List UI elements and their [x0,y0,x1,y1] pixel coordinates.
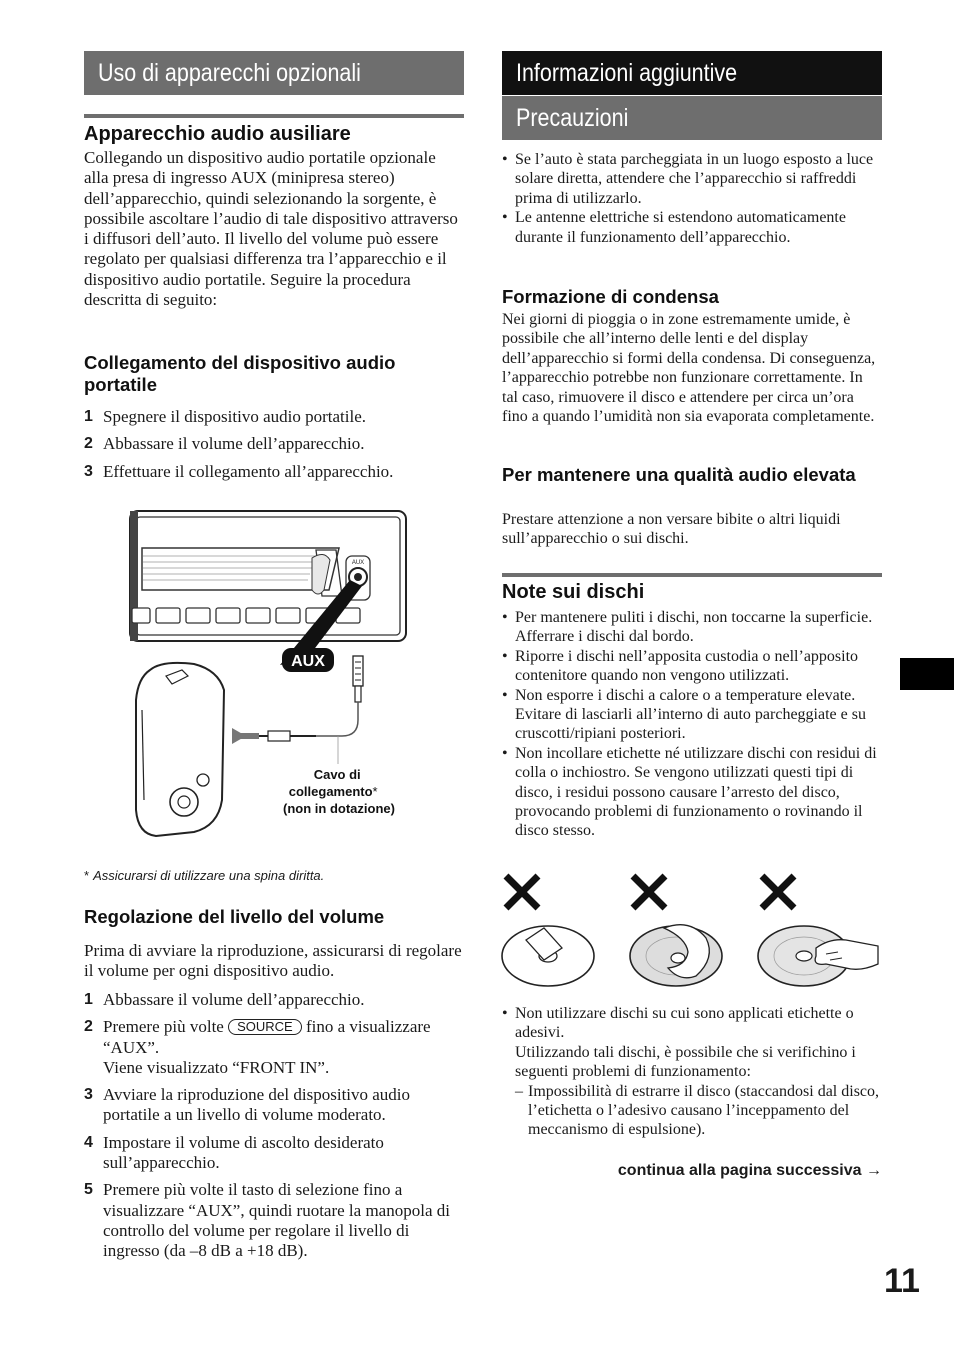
dischi-heading: Note sui dischi [502,581,645,603]
labels-dash-text: Impossibilità di estrarre il disco (staccandosi dal disco, l’etichetta o l’adesivo causano l’inceppamento del meccanismo di espulsione). [528,1082,880,1139]
footnote-text: Assicurarsi di utilizzare una spina diritta. [93,868,325,883]
step-text-extra: Viene visualizzato “FRONT IN”. [103,1057,330,1077]
step-text: Impostare il volume di ascolto desiderato sull’apparecchio. [103,1132,384,1173]
labels-warning [502,1004,882,1140]
subsection-banner-title: Precauzioni [516,104,629,132]
condensa-heading: Formazione di condensa [502,286,719,307]
connect-step [84,434,464,454]
page-number: 11 [884,1262,920,1300]
precautions-list [502,150,882,247]
aux-jack-label: AUX [351,560,365,566]
aux-heading: Apparecchio audio ausiliare [84,123,351,145]
disc-warning-illustrations [500,868,882,993]
connect-heading: Collegamento del dispositivo audio portatile [84,352,396,395]
volume-step [84,1017,464,1078]
step-number: 4 [84,1133,93,1151]
disc-with-sticker-icon [502,926,594,986]
list-item: • Per mantenere puliti i dischi, non toccarne la superficie. Afferrare i dischi dal bordo. [502,608,882,647]
continue-text: continua alla pagina successiva [617,1162,862,1179]
list-item: • Se l’auto è stata parcheggiata in un luogo esposto a luce solare diretta, attendere che l’apparecchio si raffreddi prima di utilizzarlo. [502,150,882,208]
cable-label-line3: (non in dotazione) [283,801,395,816]
labels-follow-text: Utilizzando tali dischi, è possibile che si verifichino i seguenti problemi di funzionamento: [515,1043,856,1081]
cable-plug [232,656,363,764]
step-text: Abbassare il volume dell’apparecchio. [103,990,365,1009]
volume-step [84,1085,464,1126]
step-text-post: fino a visualizzare “AUX”. [103,1017,431,1057]
step-number: 2 [84,1018,93,1036]
connect-step [84,407,464,427]
section-thumb-tab [900,658,954,690]
step-number: 1 [84,408,93,425]
subsection-banner-precautions [502,96,882,140]
volume-step [84,990,464,1010]
section-banner-optional-devices [84,51,464,95]
section-banner-additional-info [502,51,882,95]
dash-mark: – [515,1082,523,1100]
aux-connection-diagram [84,500,464,845]
connect-step [84,462,464,482]
volume-heading: Regolazione del livello del volume [84,906,385,927]
cable-label-line1: Cavo di [313,767,361,782]
qualita-heading: Per mantenere una qualità audio elevata [502,464,856,485]
aux-tag-label: AUX [291,653,325,670]
section-banner-title: Informazioni aggiuntive [516,59,738,87]
prohibited-x-icon [762,876,794,908]
step-number: 3 [84,462,93,480]
heading-rule [84,114,464,118]
step-text: Effettuare il collegamento all’apparecchio. [103,461,394,481]
list-item: • Riporre i dischi nell’apposita custodia o nell’apposito contenitore quando non vengono utilizzati. [502,647,882,686]
step-number: 3 [84,1086,93,1104]
condensa-text: Nei giorni di pioggia o in zone estremamente umide, è possibile che all’interno delle lenti e del display dell’apparecchio si formi della condensa. Di conseguenza, l’apparecchio potrebbe non funzionare correttamente. In tal caso, rimuovere il disco e attendere per circa un’ora fino a quando l’umidità non sia evaporata completamente. [502,311,876,426]
step-number: 1 [84,991,93,1008]
prohibited-x-icon [506,876,538,908]
svg-text:Cavo di collegamento* [283,767,395,816]
list-item: • Non incollare etichette né utilizzare dischi con residui di colla o inchiostro. Se vengono utilizzati questi tipi di disco, i residui possono causare l’arresto del disco, provocando problemi di funzionamento o rovinando il disco stesso. [502,744,882,841]
cable-label-asterisk: * [372,784,378,799]
continue-note [502,1162,882,1180]
footnote-mark: * [84,868,90,883]
step-text: Abbassare il volume dell’apparecchio. [103,434,365,454]
footnote [84,868,464,884]
step-text: Avviare la riproduzione del dispositivo audio portatile a un livello di volume moderato. [103,1085,411,1125]
head-unit-illustration [130,511,406,641]
connect-steps [84,407,464,482]
disc-with-residue-icon [630,925,722,986]
source-key: SOURCE [228,1019,302,1035]
volume-step [84,1180,464,1261]
step-number: 5 [84,1181,93,1199]
section-banner-title: Uso di apparecchi opzionali [98,59,361,87]
arrow-right-icon: → [866,1162,882,1179]
disc-touched-icon [758,926,878,986]
labels-dash-item [515,1082,882,1140]
cable-label-line2: collegamento [288,784,373,799]
list-item [502,1004,882,1140]
step-text: Spegnere il dispositivo audio portatile. [103,407,366,426]
labels-bullet-text: Non utilizzare dischi su cui sono applicati etichette o adesivi. [515,1005,854,1042]
aux-intro-text: Collegando un dispositivo audio portatile opzionale alla presa di ingresso AUX (minipresa stereo) dell’apparecchio, quindi selezionando la sorgente, è possibile ascoltare l’audio di tale dispositivo attraverso i diffusori dell’auto. Il livello del volume può essere regolato per qualsiasi differenza tra l’apparecchio e il dispositivo audio portatile. Seguire la procedura descritta di seguito: [84,148,458,310]
portable-device-illustration [136,663,224,836]
list-item: • Le antenne elettriche si estendono automaticamente durante il funzionamento dell’apparecchio. [502,208,882,247]
step-text-pre: Premere più volte [103,1017,224,1037]
list-item: • Non esporre i dischi a calore o a temperature elevate. Evitare di lasciarli all’interno di auto parcheggiate e su cruscotti/ripiani posteriori. [502,686,882,744]
volume-intro-text: Prima di avviare la riproduzione, assicurarsi di regolare il volume per ogni dispositivo audio. [84,941,462,981]
volume-step [84,1133,464,1174]
step-number: 2 [84,435,93,453]
step-text: Premere più volte il tasto di selezione fino a visualizzare “AUX”, quindi ruotare la manopola di controllo del volume per regolare il livello di ingresso (da –8 dB a +18 dB). [103,1180,450,1261]
prohibited-x-icon [633,876,665,908]
qualita-text: Prestare attenzione a non versare bibite o altri liquidi sull’apparecchio o sui dischi. [502,511,841,548]
heading-rule [502,573,882,577]
dischi-list [502,608,882,841]
volume-steps [84,990,464,1262]
